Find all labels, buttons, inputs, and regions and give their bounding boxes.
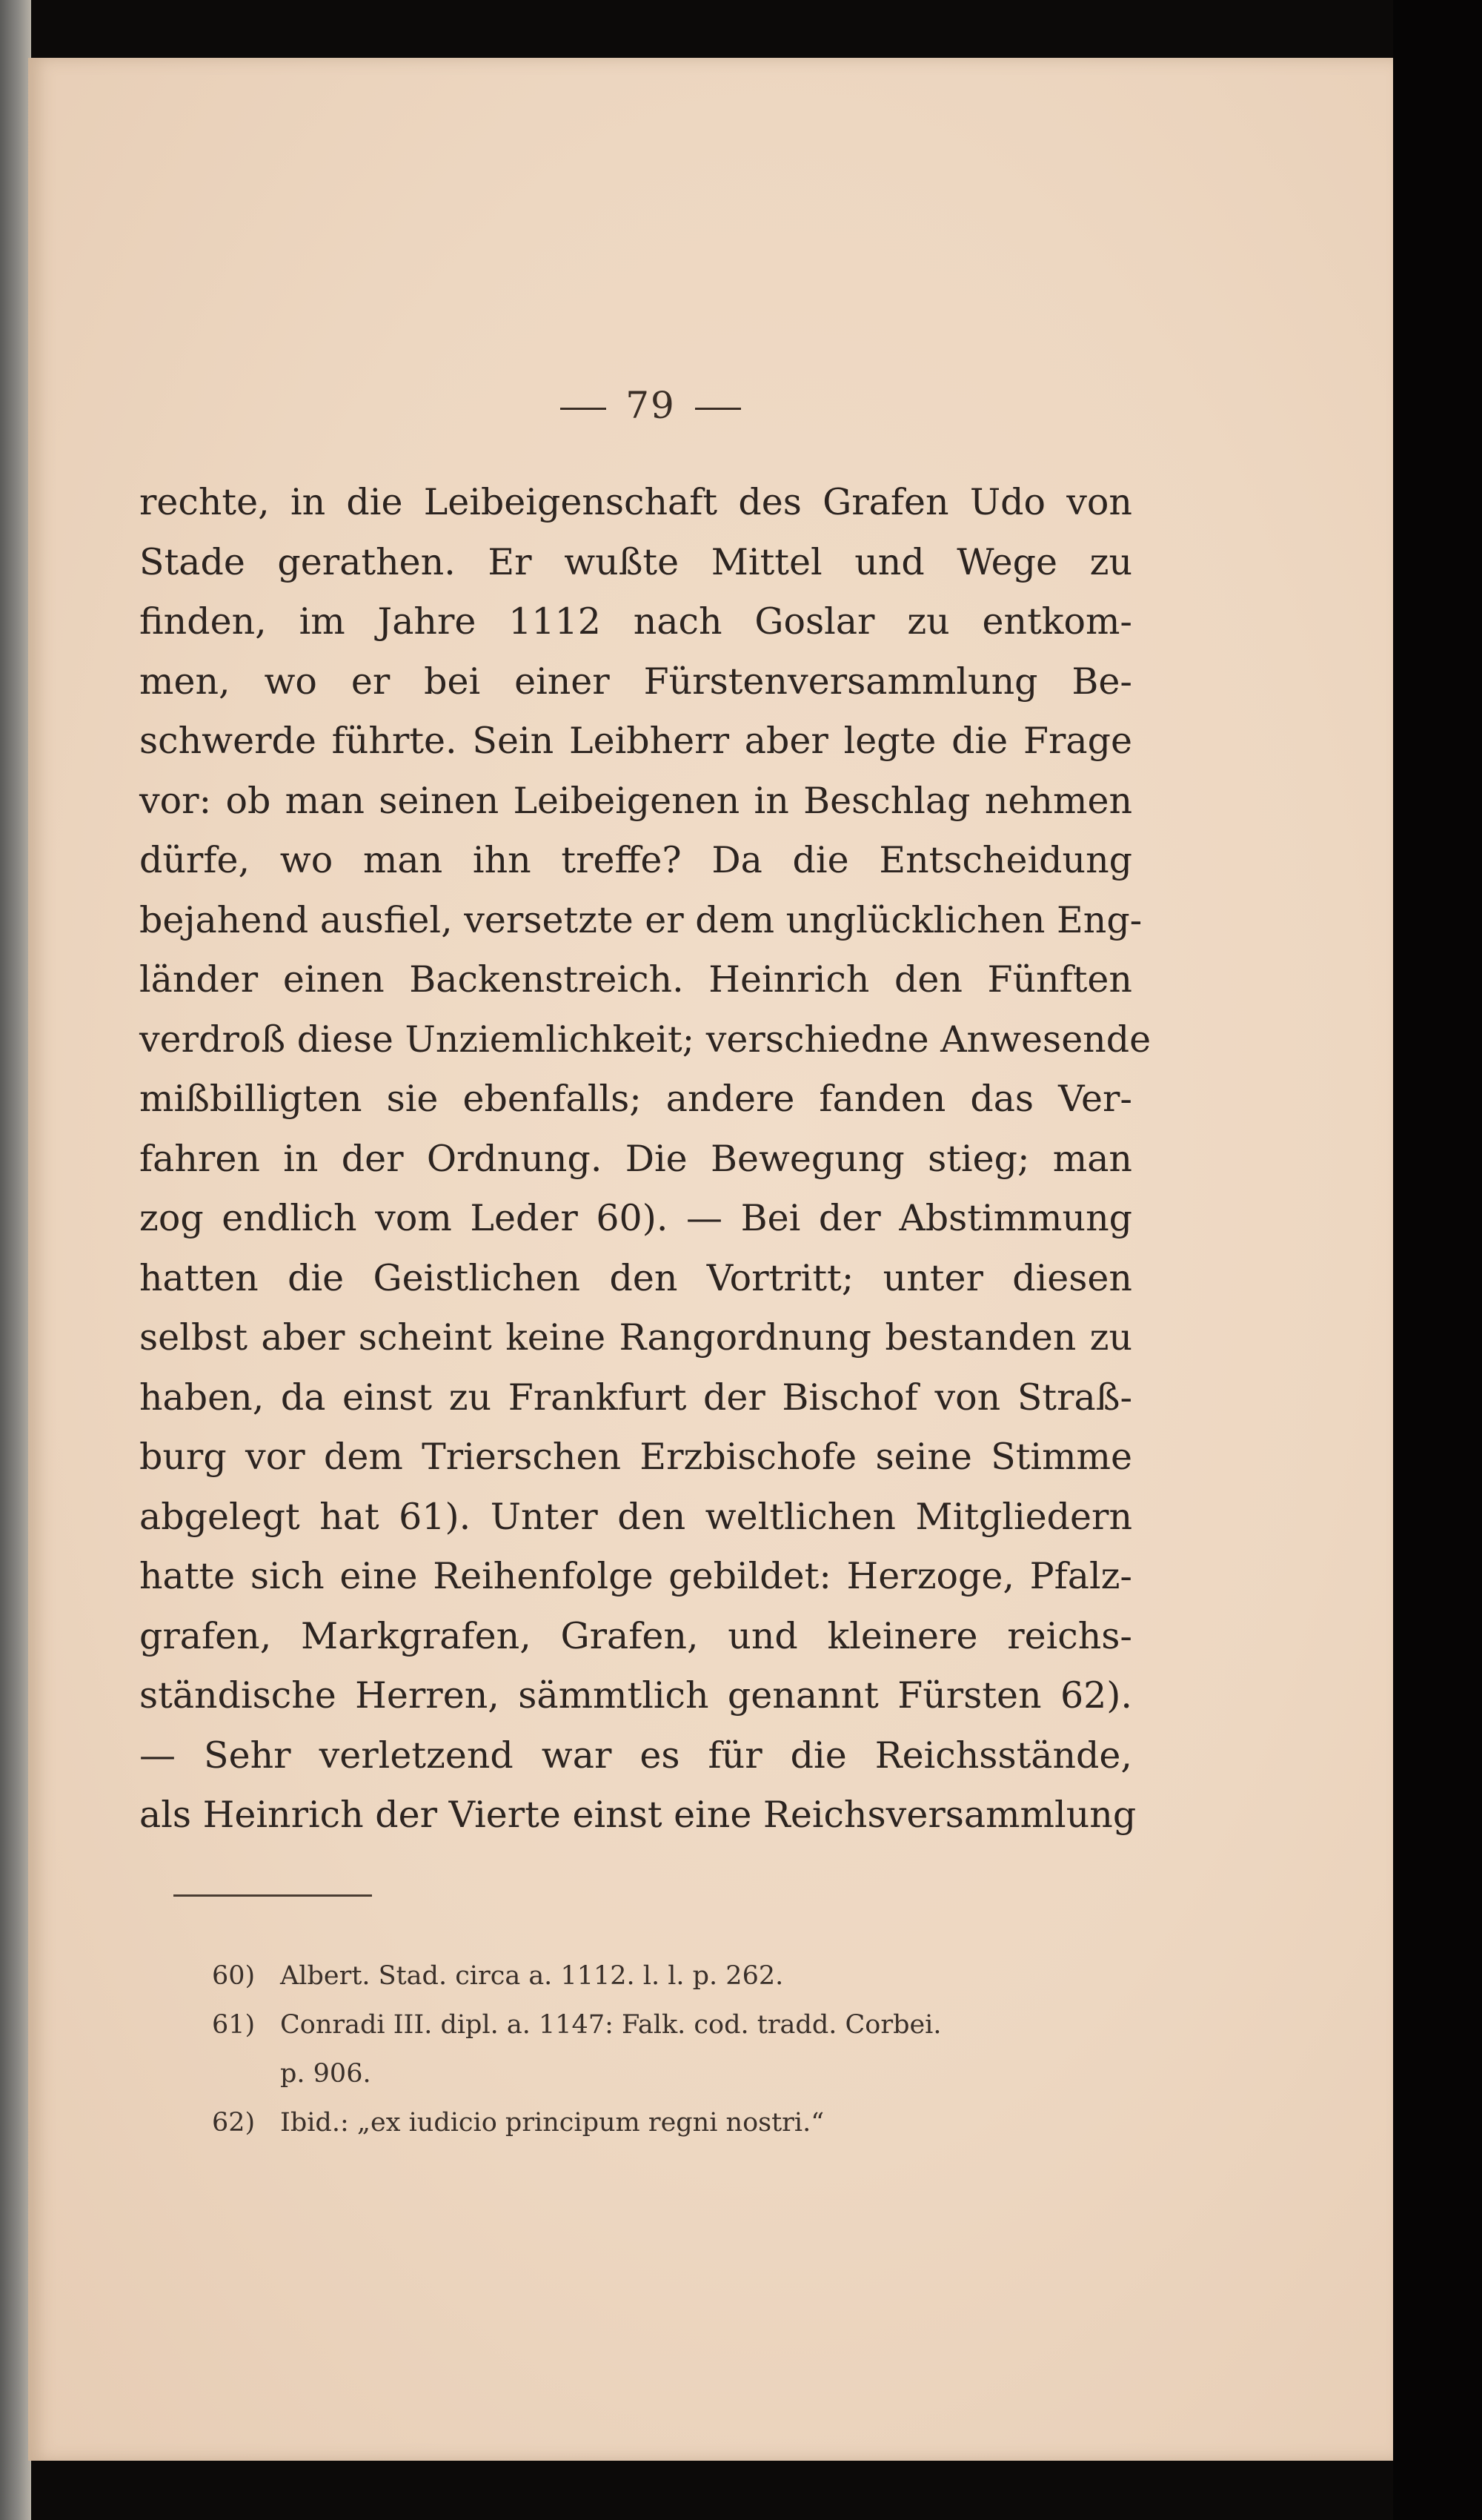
footnote-62: [212, 2098, 1138, 2147]
text-line: Stade gerathen. Er wußte Mittel und Wege zu: [139, 540, 1132, 583]
text-line: bejahend ausfiel, versetzte er dem unglücklichen Eng-: [139, 898, 1143, 941]
footnote-text: Ibid.: „ex iudicio principum regni nostri.“: [280, 2108, 825, 2138]
text-line: zog endlich vom Leder 60). — Bei der Abstimmung: [139, 1197, 1132, 1239]
text-line: verdroß diese Unziemlichkeit; verschiedne Anwesende: [139, 1018, 1152, 1061]
text-line: burg vor dem Trierschen Erzbischofe seine Stimme: [139, 1436, 1132, 1478]
page-header: [488, 384, 814, 427]
text-line: schwerde führte. Sein Leibherr aber legte die Frage: [139, 720, 1132, 762]
text-line: dürfe, wo man ihn treffe? Da die Entscheidung: [139, 839, 1132, 881]
text-line: fahren in der Ordnung. Die Bewegung stieg; man: [139, 1137, 1132, 1180]
footnote-divider: [173, 1894, 372, 1897]
body-text: [139, 473, 1152, 1846]
text-line: mißbilligten sie ebenfalls; andere fanden das Ver-: [139, 1078, 1132, 1120]
text-line: vor: ob man seinen Leibeigenen in Beschlag nehmen: [139, 779, 1132, 822]
text-line: haben, da einst zu Frankfurt der Bischof von Straß-: [139, 1376, 1132, 1419]
page-sheet: [28, 58, 1393, 2461]
text-line: grafen, Markgrafen, Grafen, und kleinere reichs-: [139, 1614, 1132, 1657]
text-line: abgelegt hat 61). Unter den weltlichen Mitgliedern: [139, 1495, 1132, 1538]
text-line: — Sehr verletzend war es für die Reichsstände,: [139, 1734, 1132, 1777]
text-line: als Heinrich der Vierte einst eine Reichsversammlung: [139, 1794, 1137, 1836]
page-number: 79: [625, 384, 676, 427]
text-line: ständische Herren, sämmtlich genannt Fürsten 62).: [139, 1674, 1132, 1717]
footnote-number: 60): [212, 1961, 256, 1991]
footnote-61-continuation: p. 906.: [280, 2059, 371, 2089]
footnote-61: [212, 2000, 1138, 2049]
text-line: hatten die Geistlichen den Vortritt; unter diesen: [139, 1256, 1132, 1299]
footnote-number: 61): [212, 2010, 256, 2040]
footnotes: [212, 1952, 1138, 2147]
text-line: länder einen Backenstreich. Heinrich den Fünften: [139, 958, 1132, 1001]
header-dash-left: [560, 408, 606, 410]
text-line: rechte, in die Leibeigenschaft des Grafen Udo von: [139, 481, 1132, 523]
scan-background: [1393, 0, 1482, 2520]
footnote-number: 62): [212, 2108, 256, 2138]
header-dash-right: [695, 408, 741, 410]
binding-edge: [0, 0, 31, 2520]
text-line: selbst aber scheint keine Rangordnung bestanden zu: [139, 1316, 1132, 1359]
text-line: finden, im Jahre 1112 nach Goslar zu entkom-: [139, 600, 1132, 643]
text-line: hatte sich eine Reihenfolge gebildet: Herzoge, Pfalz-: [139, 1555, 1132, 1597]
footnote-60: [212, 1952, 1138, 2000]
text-line: men, wo er bei einer Fürstenversammlung Be-: [139, 660, 1132, 703]
footnote-text: Conradi III. dipl. a. 1147: Falk. cod. tradd. Corbei.: [280, 2010, 942, 2040]
footnote-text: Albert. Stad. circa a. 1112. l. l. p. 262.: [280, 1961, 784, 1991]
